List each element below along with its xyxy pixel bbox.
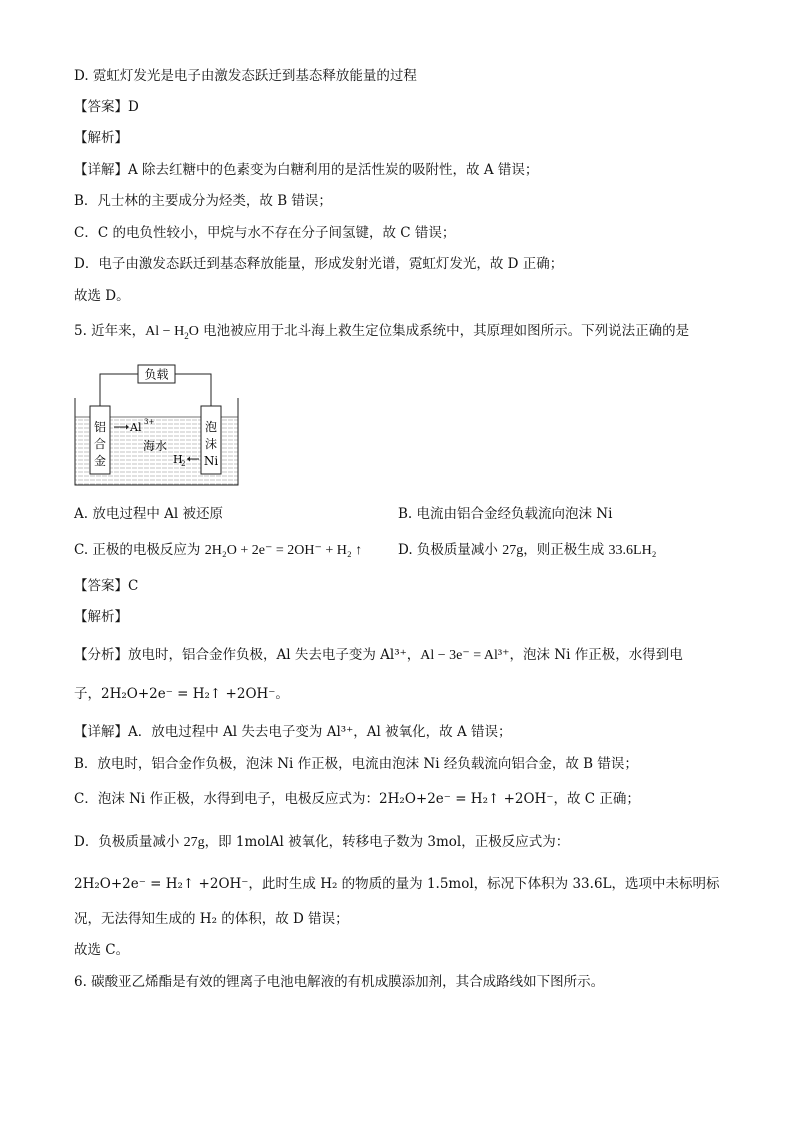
q5-fenxi-2: 子，2H₂O+2e⁻ = H₂↑ +2OH⁻。: [74, 686, 289, 702]
q5-analysis-tag: 【解析】: [74, 609, 128, 625]
ion-label: Al: [130, 421, 142, 434]
q5-option-d: [398, 541, 657, 560]
answer-value: C: [128, 578, 139, 594]
left-wire: [100, 374, 138, 406]
right-electrode-char-2: 沫: [204, 437, 218, 451]
formula-o: O: [188, 324, 199, 339]
formula-sub: 2: [184, 330, 189, 341]
q5-option-b: B. 电流由铝合金经负载流向泡沫 Ni: [398, 506, 613, 522]
q5-stem: [74, 322, 689, 341]
q5-option-c: [74, 541, 362, 560]
q5-answer: [74, 577, 138, 595]
fenxi-1-suffix: ，泡沫 Ni 作正极，水得到电: [509, 647, 683, 663]
detail-d1-suffix: ，即 1molAl 被氧化，转移电子数为 3mol，正极反应式为：: [204, 834, 570, 850]
left-electrode-char-1: 铝: [93, 420, 107, 434]
right-wire: [175, 374, 211, 406]
option-c-equation: 2H₂O + 2e⁻ = 2OH⁻ + H₂ ↑: [204, 543, 363, 558]
q5-stem-formula: [145, 324, 199, 339]
q5-detail-d3: 况，无法得知生成的 H₂ 的体积，故 D 错误；: [74, 911, 349, 927]
q4-detail-c: C．C 的电负性较小，甲烷与水不存在分子间氢键，故 C 错误；: [74, 225, 456, 241]
right-electrode-char-1: 泡: [204, 420, 218, 434]
option-c-prefix: C. 正极的电极反应为: [74, 542, 205, 558]
right-electrode-char-3: Ni: [203, 454, 219, 468]
formula-al-h: Al − H: [145, 324, 185, 339]
option-d-prefix: D. 负极质量减小: [398, 542, 503, 558]
detail-d1-mass: 27g: [183, 835, 205, 850]
left-electrode-char-3: 金: [93, 454, 107, 468]
q5-detail-a: 【详解】A．放电过程中 Al 失去电子变为 Al³⁺，Al 被氧化，故 A 错误；: [74, 724, 512, 740]
q5-detail-d2: 2H₂O+2e⁻ = H₂↑ +2OH⁻，此时生成 H₂ 的物质的量为 1.5mol，标况下体积为 33.6L，选项中未标明标: [74, 876, 720, 892]
detail-d1-prefix: D．负极质量减小: [74, 834, 184, 850]
q5-detail-d1: [74, 833, 569, 852]
q5-stem-suffix: 电池被应用于北斗海上救生定位集成系统中，其原理如图所示。下列说法正确的是: [198, 323, 690, 339]
gas-sub: 2: [181, 460, 186, 468]
q4-detail-d: D．电子由激发态跃迁到基态释放能量，形成发射光谱，霓虹灯发光，故 D 正确；: [74, 256, 564, 272]
q5-conclusion: 故选 C。: [74, 942, 130, 958]
gas-label: H: [173, 453, 183, 466]
q4-answer: [74, 98, 139, 116]
q4-option-d: D. 霓虹灯发光是电子由激发态跃迁到基态释放能量的过程: [74, 68, 417, 84]
option-d-mass: 27g: [502, 543, 524, 558]
q5-detail-c: C．泡沫 Ni 作正极，水得到电子，电极反应式为：2H₂O+2e⁻ = H₂↑ +2OH⁻，故 C 正确；: [74, 791, 640, 807]
q4-analysis-tag: 【解析】: [74, 130, 128, 146]
q5-fenxi-1: [74, 646, 683, 665]
left-electrode-char-2: 合: [93, 437, 107, 451]
q5-stem-prefix: 5. 近年来，: [74, 323, 146, 339]
fenxi-1-prefix: 【分析】放电时，铝合金作负极，Al 失去电子变为 Al³⁺，: [74, 647, 421, 663]
load-label: 负载: [144, 367, 169, 382]
q4-conclusion: 故选 D。: [74, 288, 130, 304]
q5-detail-b: B．放电时，铝合金作负极，泡沫 Ni 作正极，电流由泡沫 Ni 经负载流向铝合金，故 B 错误；: [74, 756, 638, 772]
q4-detail-b: B．凡士林的主要成分为烃类，故 B 错误；: [74, 193, 332, 209]
answer-tag: 【答案】: [74, 99, 128, 115]
battery-diagram-svg: [74, 362, 240, 488]
seawater-label: 海水: [142, 439, 168, 453]
fenxi-1-equation: Al − 3e⁻ = Al³⁺: [420, 648, 510, 663]
answer-value: D: [128, 99, 139, 115]
answer-tag: 【答案】: [74, 578, 128, 594]
battery-diagram: [74, 362, 240, 488]
q4-detail-a: 【详解】A 除去红糖中的色素变为白糖利用的是活性炭的吸附性，故 A 错误；: [74, 162, 539, 178]
q5-option-a: A. 放电过程中 Al 被还原: [74, 506, 223, 522]
option-d-mid: ，则正极生成: [523, 542, 609, 558]
q6-stem: 6. 碳酸亚乙烯酯是有效的锂离子电池电解液的有机成膜添加剂，其合成路线如下图所示。: [74, 974, 605, 990]
option-d-volume: 33.6LH₂: [608, 543, 657, 558]
ion-charge: 3+: [144, 418, 155, 426]
